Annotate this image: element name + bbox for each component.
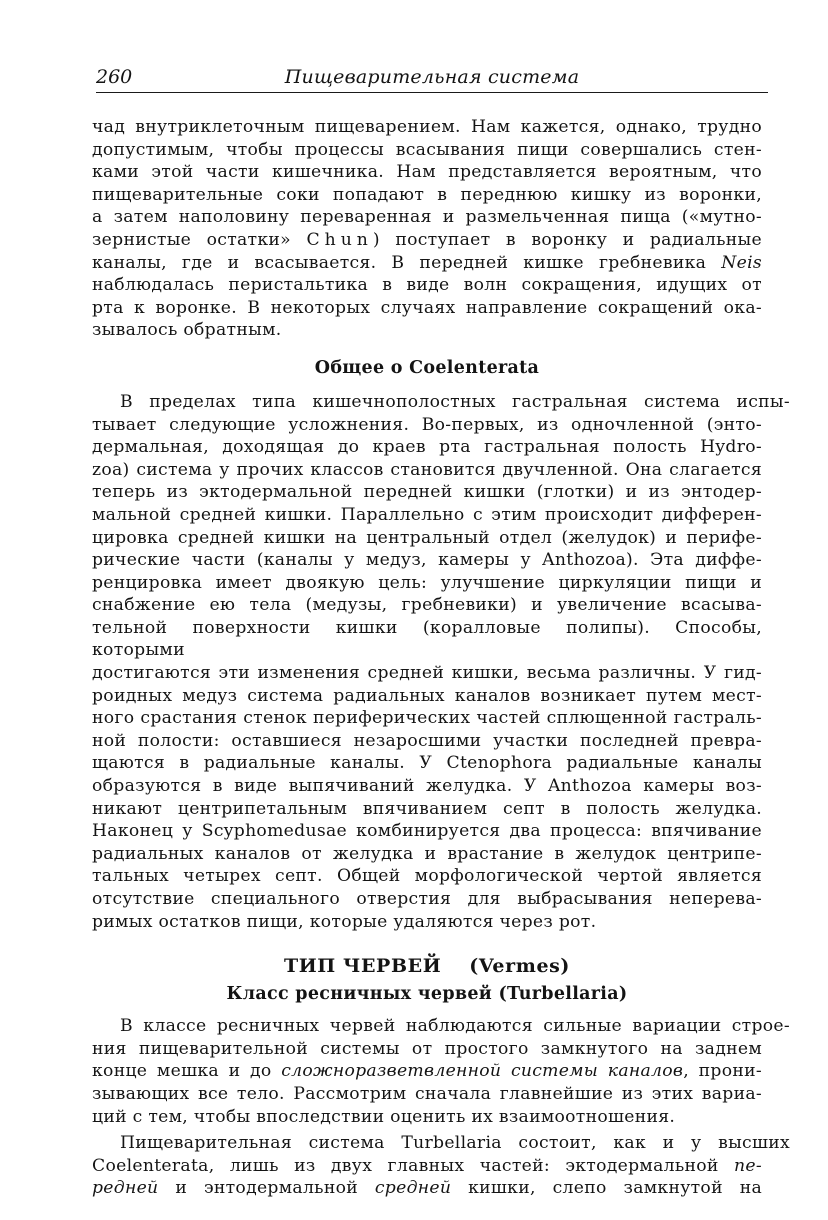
text-line: ного срастания стенок периферических частей сплющенной гастраль- (92, 708, 762, 729)
author-name: Chun (306, 229, 373, 250)
text-fragment: , прони- (683, 1061, 762, 1082)
text-line: ния пищеварительной системы от простого замкнутого на заднем (92, 1038, 762, 1059)
text-line: ками этой части кишечника. Нам представляется вероятным, что (92, 162, 762, 183)
chapter-title-latin: (Vermes) (469, 955, 571, 978)
text-line: образуются в виде выпячиваний желудка. У Anthozoa камеры воз- (92, 776, 762, 797)
text-line (92, 229, 762, 252)
text-line: римых остатков пищи, которые удаляются через рот. (92, 911, 597, 932)
text-fragment: и энтодермальной (158, 1178, 375, 1199)
text-line: тальных четырех септ. Общей морфологической чертой является (92, 866, 762, 887)
text-fragment: зернистые остатки» (92, 229, 307, 250)
text-line: рта к воронке. В некоторых случаях направление сокращений ока- (92, 297, 762, 318)
text-line (92, 1155, 762, 1178)
section-heading: Общее о Coelenterata (314, 357, 540, 378)
emphasis-text: редней (92, 1178, 159, 1199)
genus-name: Neis (721, 252, 762, 273)
text-line: В классе ресничных червей наблюдаются сильные вариации строе- (120, 1016, 790, 1037)
text-line: ренцировка имеет двоякую цель: улучшение циркуляции пищи и (92, 572, 762, 593)
text-line: Пищеварительная система Turbellaria состоит, как и у высших (120, 1133, 790, 1154)
text-line: мальной средней кишки. Параллельно с этим происходит дифферен- (92, 504, 762, 525)
emphasis-text: пе- (734, 1155, 762, 1176)
text-line: а затем наполовину переваренная и размельченная пища («мутно- (92, 207, 762, 228)
text-line: теперь из эктодермальной передней кишки (глотки) и из энтодер- (92, 482, 762, 503)
text-line: зывающих все тело. Рассмотрим сначала главнейшие из этих вариа- (92, 1083, 762, 1104)
section-paragraph (92, 1015, 790, 1128)
text-line: zoa) система у прочих классов становится двучленной. Она слагается (92, 459, 762, 480)
text-line: ций с тем, чтобы впоследствии оценить их взаимоотношения. (92, 1106, 676, 1127)
text-line: радиальных каналов от желудка и врастание в желудок центрипе- (92, 843, 762, 864)
text-fragment: кишки, слепо замкнутой на (451, 1178, 763, 1199)
text-line: отсутствие специального отверстия для выбрасывания неперева- (92, 889, 762, 909)
running-title: Пищеварительная система (284, 66, 580, 88)
text-line (92, 1177, 762, 1200)
text-line (92, 1060, 762, 1083)
text-line: цировка средней кишки на центральный отдел (желудок) и перифе- (92, 527, 762, 548)
text-line: достигаются эти изменения средней кишки, весьма различны. У гид- (92, 663, 762, 684)
chapter-heading (92, 955, 762, 977)
section-paragraph (92, 1132, 790, 1200)
text-line: Наконец у Scyphomedusae комбинируется два процесса: впячивание (92, 821, 762, 842)
emphasis-text: сложноразветвленной системы каналов (281, 1061, 684, 1082)
text-line: допустимым, чтобы процессы всасывания пищи совершались стен- (92, 139, 762, 160)
text-line: тельной поверхности кишки (коралловые полипы). Способы, которыми (92, 617, 762, 661)
text-fragment: каналы, где и всасывается. В передней кишке гребневика (92, 252, 722, 273)
section-paragraph (92, 391, 790, 933)
text-line: зывалось обратным. (92, 320, 282, 341)
text-line: пищеварительные соки попадают в переднюю кишку из воронки, (92, 184, 762, 205)
text-line: щаются в радиальные каналы. У Ctenophora радиальные каналы (92, 753, 762, 774)
text-line: ной полости: оставшиеся незаросшими участки последней превра- (92, 730, 762, 751)
text-line: тывает следующие усложнения. Во-первых, из одночленной (энто- (92, 414, 762, 435)
text-line: чад внутриклеточным пищеварением. Нам кажется, однако, трудно (92, 117, 762, 137)
text-line: наблюдалась перистальтика в виде волн сокращения, идущих от (92, 275, 762, 296)
text-line: дермальная, доходящая до краев рта гастральная полость Hydro- (92, 437, 762, 458)
text-line: В пределах типа кишечнополостных гастральная система испы- (120, 391, 790, 412)
text-fragment: Coelenterata, лишь из двух главных частей: эктодермальной (92, 1155, 735, 1176)
body-text (92, 116, 790, 1200)
text-line: снабжение ею тела (медузы, гребневики) и увеличение всасыва- (92, 595, 762, 616)
class-heading: Класс ресничных червей (Turbellaria) (226, 984, 628, 1005)
page-header (96, 64, 768, 93)
page-number: 260 (96, 66, 133, 88)
chapter-title: ТИП ЧЕРВЕЙ (283, 955, 442, 978)
text-fragment: конце мешка и до (92, 1061, 282, 1082)
text-line: никают центрипетальным впячиванием септ в полость желудка. (92, 798, 762, 819)
text-line: рические части (каналы у медуз, камеры у Anthozoa). Эта диффе- (92, 550, 762, 571)
paragraph-continuation (92, 116, 762, 342)
text-line (92, 252, 762, 275)
text-line: роидных медуз система радиальных каналов возникает путем мест- (92, 685, 762, 706)
emphasis-text: средней (374, 1178, 452, 1199)
text-fragment: ) поступает в воронку и радиальные (372, 229, 762, 250)
